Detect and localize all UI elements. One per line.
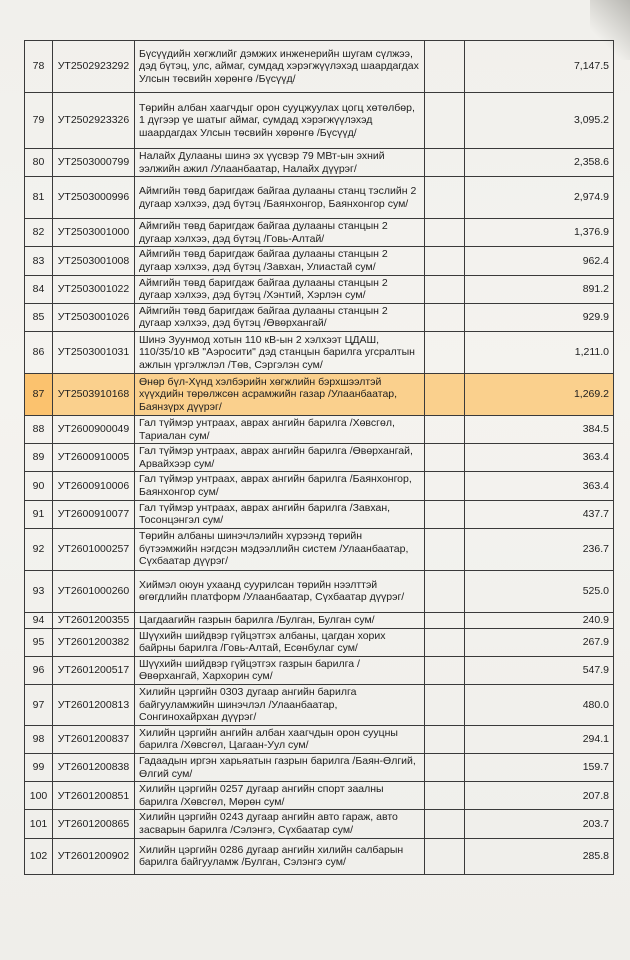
project-code: УТ2503000799 — [53, 149, 135, 177]
amount-value: 525.0 — [465, 570, 614, 612]
project-code: УТ2601200517 — [53, 656, 135, 684]
amount-value: 962.4 — [465, 247, 614, 275]
project-code: УТ2601200355 — [53, 612, 135, 628]
amount-value: 207.8 — [465, 782, 614, 810]
table-row — [25, 754, 614, 782]
project-code: УТ2601200382 — [53, 628, 135, 656]
project-description: Гадаадын иргэн харьяатын газрын барилга /Баян-Өлгий, Өлгий сум/ — [135, 754, 425, 782]
row-number: 81 — [25, 177, 53, 219]
project-code: УТ2601200902 — [53, 838, 135, 874]
table-row — [25, 570, 614, 612]
empty-cell — [425, 415, 465, 443]
table-row — [25, 247, 614, 275]
project-description: Аймгийн төвд баригдаж байгаа дулааны станцын 2 дугаар хэлхээ, дэд бүтэц /Завхан, Улиастай сум/ — [135, 247, 425, 275]
project-code: УТ2601000260 — [53, 570, 135, 612]
amount-value: 294.1 — [465, 725, 614, 753]
row-number: 100 — [25, 782, 53, 810]
project-description: Хилийн цэргийн 0243 дугаар ангийн авто гараж, авто засварын барилга /Сэлэнгэ, Сүхбаатар сум/ — [135, 810, 425, 838]
table-body — [25, 41, 614, 875]
empty-cell — [425, 570, 465, 612]
project-code: УТ2600910077 — [53, 500, 135, 528]
project-code: УТ2503001008 — [53, 247, 135, 275]
table-row — [25, 782, 614, 810]
empty-cell — [425, 219, 465, 247]
project-code: УТ2600910005 — [53, 444, 135, 472]
empty-cell — [425, 754, 465, 782]
project-code: УТ2601200838 — [53, 754, 135, 782]
table-row — [25, 93, 614, 149]
table-row — [25, 219, 614, 247]
row-number: 88 — [25, 415, 53, 443]
row-number: 92 — [25, 528, 53, 570]
project-code: УТ2600900049 — [53, 415, 135, 443]
amount-value: 267.9 — [465, 628, 614, 656]
row-number: 84 — [25, 275, 53, 303]
amount-value: 1,376.9 — [465, 219, 614, 247]
row-number: 83 — [25, 247, 53, 275]
row-number: 80 — [25, 149, 53, 177]
project-description: Гал түймэр унтраах, аврах ангийн барилга /Завхан, Тосонцэнгэл сум/ — [135, 500, 425, 528]
row-number: 98 — [25, 725, 53, 753]
amount-value: 363.4 — [465, 444, 614, 472]
amount-value: 1,269.2 — [465, 373, 614, 415]
amount-value: 547.9 — [465, 656, 614, 684]
project-description: Аймгийн төвд баригдаж байгаа дулааны станцын 2 дугаар хэлхээ, дэд бүтэц /Говь-Алтай/ — [135, 219, 425, 247]
row-number: 93 — [25, 570, 53, 612]
row-number: 89 — [25, 444, 53, 472]
table-row — [25, 472, 614, 500]
empty-cell — [425, 810, 465, 838]
row-number: 82 — [25, 219, 53, 247]
empty-cell — [425, 331, 465, 373]
row-number: 90 — [25, 472, 53, 500]
amount-value: 3,095.2 — [465, 93, 614, 149]
row-number: 91 — [25, 500, 53, 528]
empty-cell — [425, 656, 465, 684]
project-description: Налайх Дулааны шинэ эх үүсвэр 79 МВт-ын эхний ээлжийн ажил /Улаанбаатар, Налайх дүүрэг/ — [135, 149, 425, 177]
project-code: УТ2601200813 — [53, 685, 135, 726]
amount-value: 7,147.5 — [465, 41, 614, 93]
table-row — [25, 685, 614, 726]
empty-cell — [425, 628, 465, 656]
project-description: Өнөр бүл-Хүнд хэлбэрийн хөгжлийн бэрхшээлтэй хүүхдийн төрөлжсөн асрамжийн газар /Улаанбаатар, Баянзүрх дүүрэг/ — [135, 373, 425, 415]
table-row — [25, 810, 614, 838]
budget-table — [24, 40, 614, 875]
project-code: УТ2503001000 — [53, 219, 135, 247]
table-row — [25, 303, 614, 331]
row-number: 95 — [25, 628, 53, 656]
project-description: Хиймэл оюун ухаанд суурилсан төрийн нээлттэй өгөгдлийн платформ /Улаанбаатар, Сүхбаатар дүүрэг/ — [135, 570, 425, 612]
table-row — [25, 500, 614, 528]
amount-value: 2,974.9 — [465, 177, 614, 219]
table-row — [25, 275, 614, 303]
project-code: УТ2601200837 — [53, 725, 135, 753]
table-row — [25, 373, 614, 415]
row-number: 94 — [25, 612, 53, 628]
amount-value: 159.7 — [465, 754, 614, 782]
empty-cell — [425, 275, 465, 303]
table-row — [25, 41, 614, 93]
table-row — [25, 725, 614, 753]
project-code: УТ2503001031 — [53, 331, 135, 373]
table-row — [25, 612, 614, 628]
project-description: Шүүхийн шийдвэр гүйцэтгэх албаны, цагдан хорих байрны барилга /Говь-Алтай, Есөнбулаг сум/ — [135, 628, 425, 656]
row-number: 79 — [25, 93, 53, 149]
empty-cell — [425, 247, 465, 275]
empty-cell — [425, 528, 465, 570]
project-description: Гал түймэр унтраах, аврах ангийн барилга /Хөвсгөл, Тариалан сум/ — [135, 415, 425, 443]
row-number: 102 — [25, 838, 53, 874]
table-row — [25, 177, 614, 219]
amount-value: 891.2 — [465, 275, 614, 303]
amount-value: 2,358.6 — [465, 149, 614, 177]
project-code: УТ2601200851 — [53, 782, 135, 810]
project-description: Хилийн цэргийн 0303 дугаар ангийн барилга байгууламжийн шинэчлэл /Улаанбаатар, Сонгинохайрхан дүүрэг/ — [135, 685, 425, 726]
project-code: УТ2502923292 — [53, 41, 135, 93]
empty-cell — [425, 41, 465, 93]
empty-cell — [425, 725, 465, 753]
empty-cell — [425, 149, 465, 177]
project-code: УТ2503000996 — [53, 177, 135, 219]
amount-value: 929.9 — [465, 303, 614, 331]
row-number: 97 — [25, 685, 53, 726]
row-number: 101 — [25, 810, 53, 838]
project-code: УТ2503001026 — [53, 303, 135, 331]
table-row — [25, 444, 614, 472]
table-row — [25, 415, 614, 443]
row-number: 85 — [25, 303, 53, 331]
table-row — [25, 528, 614, 570]
project-description: Шүүхийн шийдвэр гүйцэтгэх газрын барилга /Өвөрхангай, Хархорин сум/ — [135, 656, 425, 684]
empty-cell — [425, 685, 465, 726]
empty-cell — [425, 838, 465, 874]
amount-value: 384.5 — [465, 415, 614, 443]
empty-cell — [425, 93, 465, 149]
project-code: УТ2503910168 — [53, 373, 135, 415]
empty-cell — [425, 303, 465, 331]
row-number: 86 — [25, 331, 53, 373]
project-description: Хилийн цэргийн 0286 дугаар ангийн хилийн салбарын барилга байгууламж /Булган, Сэлэнгэ сум/ — [135, 838, 425, 874]
amount-value: 480.0 — [465, 685, 614, 726]
amount-value: 203.7 — [465, 810, 614, 838]
empty-cell — [425, 500, 465, 528]
amount-value: 236.7 — [465, 528, 614, 570]
project-code: УТ2600910006 — [53, 472, 135, 500]
row-number: 78 — [25, 41, 53, 93]
table-row — [25, 331, 614, 373]
project-description: Хилийн цэргийн 0257 дугаар ангийн спорт заалны барилга /Хөвсгөл, Мөрөн сум/ — [135, 782, 425, 810]
project-code: УТ2502923326 — [53, 93, 135, 149]
empty-cell — [425, 444, 465, 472]
table-row — [25, 838, 614, 874]
project-description: Бүсүүдийн хөгжлийг дэмжих инженерийн шугам сүлжээ, дэд бүтэц, улс, аймаг, сумдад хэрэгжүүлэхэд шаардагдах Улсын төсвийн хөрөнгө /Бүсүүд/ — [135, 41, 425, 93]
amount-value: 240.9 — [465, 612, 614, 628]
project-description: Гал түймэр унтраах, аврах ангийн барилга /Өвөрхангай, Арвайхээр сум/ — [135, 444, 425, 472]
row-number: 87 — [25, 373, 53, 415]
amount-value: 363.4 — [465, 472, 614, 500]
project-description: Хилийн цэргийн ангийн албан хаагчдын орон сууцны барилга /Хөвсгөл, Цагаан-Уул сум/ — [135, 725, 425, 753]
empty-cell — [425, 782, 465, 810]
amount-value: 437.7 — [465, 500, 614, 528]
empty-cell — [425, 177, 465, 219]
project-description: Аймгийн төвд баригдаж байгаа дулааны станцын 2 дугаар хэлхээ, дэд бүтэц /Өвөрхангай/ — [135, 303, 425, 331]
table-row — [25, 628, 614, 656]
project-code: УТ2601000257 — [53, 528, 135, 570]
project-description: Шинэ Зуунмод хотын 110 кВ-ын 2 хэлхээт ЦДАШ, 110/35/10 кВ "Аэросити" дэд станцын барилга угсралтын ажлын үргэлжлэл /Төв, Сэргэлэн сум/ — [135, 331, 425, 373]
empty-cell — [425, 612, 465, 628]
table-row — [25, 656, 614, 684]
row-number: 96 — [25, 656, 53, 684]
project-description: Төрийн албаны шинэчлэлийн хүрээнд төрийн бүтээмжийн нэгдсэн мэдээллийн систем /Улаанбаатар, Сүхбаатар дүүрэг/ — [135, 528, 425, 570]
empty-cell — [425, 373, 465, 415]
amount-value: 285.8 — [465, 838, 614, 874]
row-number: 99 — [25, 754, 53, 782]
project-description: Цагдаагийн газрын барилга /Булган, Булган сум/ — [135, 612, 425, 628]
empty-cell — [425, 472, 465, 500]
table-row — [25, 149, 614, 177]
project-description: Төрийн албан хаагчдыг орон сууцжуулах цогц хөтөлбөр, 1 дүгээр үе шатыг аймаг, сумдад хэрэгжүүлэхэд шаардагдах Улсын төсвийн хөрөнгө /Бүсүүд/ — [135, 93, 425, 149]
project-code: УТ2503001022 — [53, 275, 135, 303]
project-description: Аймгийн төвд баригдаж байгаа дулааны станцын 2 дугаар хэлхээ, дэд бүтэц /Хэнтий, Хэрлэн сум/ — [135, 275, 425, 303]
project-description: Аймгийн төвд баригдаж байгаа дулааны станц тэслийн 2 дугаар хэлхээ, дэд бүтэц /Баянхонгор, Баянхонгор сум/ — [135, 177, 425, 219]
project-code: УТ2601200865 — [53, 810, 135, 838]
project-description: Гал түймэр унтраах, аврах ангийн барилга /Баянхонгор, Баянхонгор сум/ — [135, 472, 425, 500]
amount-value: 1,211.0 — [465, 331, 614, 373]
